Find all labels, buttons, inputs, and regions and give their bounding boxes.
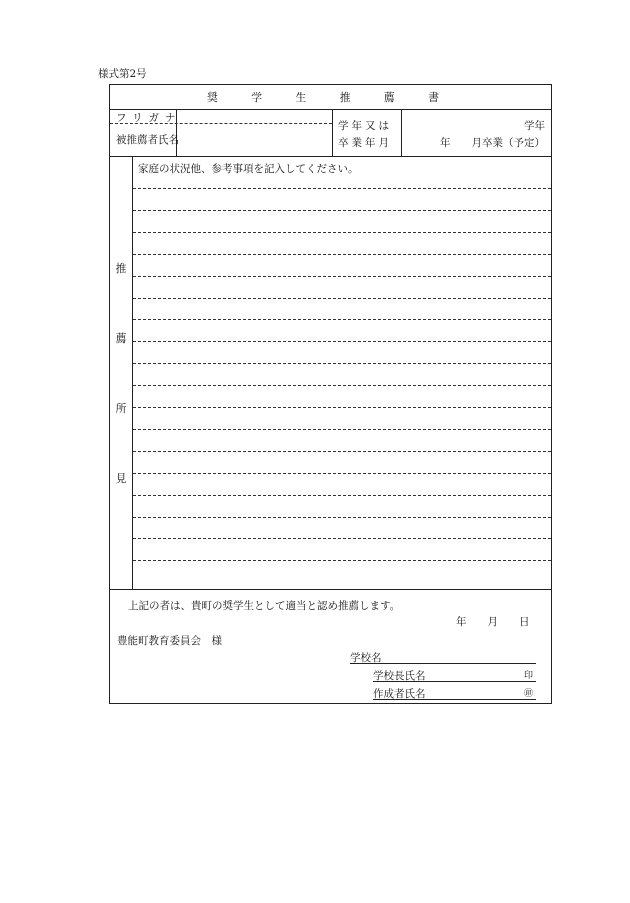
preparer-seal: ㊞: [524, 689, 534, 699]
info-row: [110, 109, 551, 157]
grade-unit: 学年: [524, 120, 545, 132]
preparer-name-field[interactable]: [373, 699, 536, 700]
writing-line[interactable]: [133, 298, 551, 299]
date-line: 年 月 日: [456, 616, 530, 628]
school-name-label: 学校名: [350, 652, 382, 664]
form-title: 奨 学 生 推 薦 書: [207, 91, 454, 104]
recommendation-label-char: 見: [115, 472, 127, 485]
grade-label: 学年又は: [338, 120, 392, 132]
graduation-date: 年 月卒業（予定）: [440, 137, 545, 149]
writing-line[interactable]: [133, 473, 551, 474]
principal-name-label: 学校長氏名: [373, 670, 426, 682]
writing-line[interactable]: [133, 254, 551, 255]
writing-line[interactable]: [133, 188, 551, 189]
section-divider: [132, 156, 133, 589]
form-number: 様式第2号: [98, 68, 147, 80]
writing-line[interactable]: [133, 210, 551, 211]
school-name-field[interactable]: [350, 663, 536, 664]
writing-line[interactable]: [133, 407, 551, 408]
writing-line[interactable]: [133, 560, 551, 561]
principal-seal: 印: [524, 671, 534, 681]
graduation-label: 卒業年月: [338, 137, 392, 149]
title-row: [110, 85, 551, 110]
addressee: 豊能町教育委員会 様: [117, 635, 222, 647]
instruction-text: 家庭の状況他、参考事項を記入してください。: [138, 163, 359, 175]
writing-line[interactable]: [133, 276, 551, 277]
column-divider: [401, 109, 402, 156]
writing-line[interactable]: [133, 232, 551, 233]
writing-line[interactable]: [133, 429, 551, 430]
column-divider: [332, 109, 333, 156]
writing-line[interactable]: [133, 495, 551, 496]
recommendation-label-char: 推: [115, 262, 127, 275]
writing-line[interactable]: [133, 341, 551, 342]
writing-line[interactable]: [133, 538, 551, 539]
nominee-name-label: 被推薦者氏名: [116, 134, 179, 146]
writing-line[interactable]: [133, 451, 551, 452]
writing-line[interactable]: [133, 385, 551, 386]
writing-line[interactable]: [133, 363, 551, 364]
furigana-label: フリガナ: [116, 112, 182, 124]
writing-line[interactable]: [133, 517, 551, 518]
principal-name-field[interactable]: [373, 681, 536, 682]
recommendation-label-char: 所: [115, 402, 127, 415]
recommendation-form: [109, 84, 552, 704]
recommendation-statement: 上記の者は、貴町の奨学生として適当と認め推薦します。: [128, 600, 401, 612]
preparer-name-label: 作成者氏名: [373, 688, 426, 700]
recommendation-label-char: 薦: [115, 332, 127, 345]
recommendation-section: [110, 156, 551, 590]
writing-line[interactable]: [133, 319, 551, 320]
